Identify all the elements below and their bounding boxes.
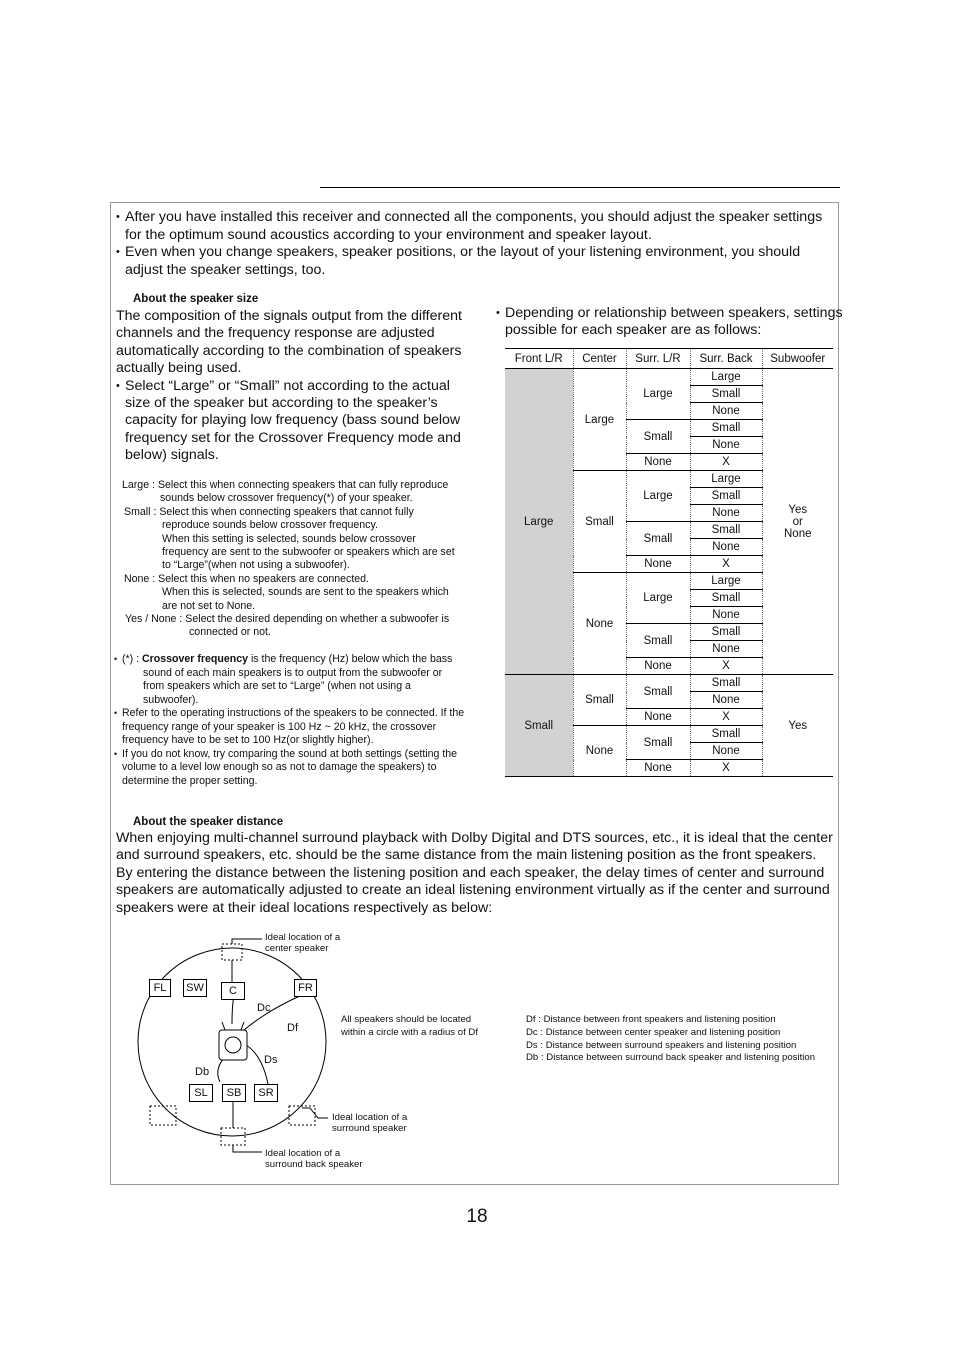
surr-cell: None xyxy=(626,454,690,471)
back-cell: None xyxy=(690,505,762,522)
back-cell: Small xyxy=(690,675,762,692)
ideal-surround-left-box xyxy=(150,1106,176,1125)
intro-bullet: • Even when you change speakers, speaker positions, or the layout of your listening environment, you should adjust the speaker settings, too. xyxy=(116,244,836,279)
center-cell: Small xyxy=(573,471,626,573)
def-small: Small : Select this when connecting speakers that cannot fully xyxy=(124,505,414,518)
note-crossover-cont: sound of each main speakers is to output from the subwoofer or xyxy=(143,666,443,679)
speaker-size-bullet: • Select “Large” or “Small” not according to the actual size of the speaker but according to the speaker’s capacity for playing low frequency (bass sound below frequency set for the Crossover Frequency mode and below) signals. xyxy=(116,378,478,465)
def-none-cont: When this is selected, sounds are sent to the speakers which xyxy=(162,586,449,599)
surr-cell: None xyxy=(626,658,690,675)
back-cell: None xyxy=(690,607,762,624)
surr-cell: Small xyxy=(626,624,690,658)
center-cell: Large xyxy=(573,369,626,471)
back-cell: None xyxy=(690,539,762,556)
distance-legend xyxy=(526,1014,815,1065)
surr-cell: None xyxy=(626,556,690,573)
col-header: Surr. Back xyxy=(690,349,762,369)
intro-bullet: • After you have installed this receiver and connected all the components, you should adjust the speaker settings for the optimum sound acoustics according to your environment and speaker layout. xyxy=(116,209,836,244)
legend-item: Db : Distance between surround back speaker and listening position xyxy=(526,1052,816,1064)
def-large-cont: sounds below crossover frequency(*) of your speaker. xyxy=(160,492,413,505)
note-crossover: • (*) : Crossover frequency is the frequency (Hz) below which the bass xyxy=(114,653,478,667)
listener-icon xyxy=(219,1030,247,1060)
label-db: Db xyxy=(195,1066,210,1078)
back-cell: None xyxy=(690,692,762,709)
back-cell: X xyxy=(690,658,762,675)
speaker-distance-paragraph: When enjoying multi-channel surround playback with Dolby Digital and DTS sources, etc., it is ideal that the center and surround speakers, etc. should be the same distance from the main listening position as the front speakers. By entering the distance between the listening position and each speaker, the delay times of center and surround speakers are automatically adjusted to create an ideal listening environment virtually as if the center and surround speakers were at their ideal locations respectively as below: xyxy=(116,830,833,916)
legend-item: Df : Distance between front speakers and listening position xyxy=(526,1014,776,1025)
legend-item: Dc : Distance between center speaker and listening position xyxy=(526,1026,781,1038)
back-cell: X xyxy=(690,709,762,726)
note-refer: • Refer to the operating instructions of the speakers to be connected. If the frequency range of your speaker is 100 Hz ~ 20 kHz, the crossover frequency have to be set to 100 Hz(or slightly higher). xyxy=(114,707,478,748)
label-ds: Ds xyxy=(264,1054,278,1066)
sub-cell: Yes xyxy=(762,675,833,777)
callout-back-line xyxy=(233,1145,262,1152)
def-yes-none: Yes / None : Select the desired depending on whether a subwoofer is xyxy=(125,613,450,626)
back-cell: Large xyxy=(690,471,762,488)
def-small-cont: reproduce sounds below crossover frequency. xyxy=(162,519,378,532)
col-header: Front L/R xyxy=(505,349,573,369)
speaker-c: C xyxy=(221,982,245,1000)
surr-cell: Small xyxy=(626,675,690,709)
callout-center: Ideal location of a center speaker xyxy=(265,932,341,954)
surr-cell: Small xyxy=(626,726,690,760)
ideal-center-box xyxy=(222,944,242,960)
speaker-fr: FR xyxy=(294,979,317,997)
def-small-cont: When this setting is selected, sounds below crossover xyxy=(162,532,416,545)
back-cell: X xyxy=(690,454,762,471)
back-cell: Small xyxy=(690,590,762,607)
back-cell: Large xyxy=(690,573,762,590)
surr-cell: None xyxy=(626,760,690,777)
surr-cell: Small xyxy=(626,522,690,556)
speaker-sr: SR xyxy=(254,1084,278,1102)
callout-back: Ideal location of a surround back speaker xyxy=(265,1148,363,1170)
ideal-back-box xyxy=(221,1128,245,1145)
speaker-sb: SB xyxy=(222,1084,246,1102)
speaker-sl: SL xyxy=(189,1084,213,1102)
sub-cell: Yes or None xyxy=(762,369,833,675)
surr-cell: None xyxy=(626,709,690,726)
center-cell: None xyxy=(573,726,626,777)
legend-item: Ds : Distance between surround speakers and listening position xyxy=(526,1039,797,1051)
center-cell: Small xyxy=(573,675,626,726)
def-none: None : Select this when no speakers are connected. xyxy=(124,572,369,585)
table-intro: • Depending or relationship between speakers, settings possible for each speaker are as follows: xyxy=(496,305,845,340)
surr-cell: Large xyxy=(626,471,690,522)
surr-cell: Large xyxy=(626,573,690,624)
def-small-cont: frequency are sent to the subwoofer or speakers which are set xyxy=(162,546,455,559)
note-crossover-cont: from speakers which are set to “Large” (when not using a xyxy=(143,680,411,692)
speaker-size-paragraph: The composition of the signals output from the different channels and the frequency response are adjusted automatically according to the combination of speakers actually being used. xyxy=(116,308,462,377)
callout-surround: Ideal location of a surround speaker xyxy=(332,1112,408,1134)
speaker-size-heading: About the speaker size xyxy=(133,293,259,305)
speaker-fl: FL xyxy=(149,979,171,997)
speaker-distance-heading: About the speaker distance xyxy=(133,816,284,828)
back-cell: Large xyxy=(690,369,762,386)
back-cell: Small xyxy=(690,624,762,641)
back-cell: None xyxy=(690,743,762,760)
surr-cell: Small xyxy=(626,420,690,454)
back-cell: None xyxy=(690,403,762,420)
page-number: 18 xyxy=(466,1206,488,1227)
front-cell: Small xyxy=(505,675,573,777)
label-df: Df xyxy=(287,1022,298,1034)
back-cell: X xyxy=(690,556,762,573)
col-header: Surr. L/R xyxy=(626,349,690,369)
back-cell: Small xyxy=(690,726,762,743)
col-header: Subwoofer xyxy=(762,349,833,369)
speaker-sw: SW xyxy=(183,979,207,997)
circle-note: All speakers should be located within a circle with a radius of Df xyxy=(341,1014,479,1038)
note-crossover-cont: subwoofer). xyxy=(143,693,199,706)
def-small-cont: to “Large”(when not using a subwoofer). xyxy=(162,559,350,572)
back-cell: None xyxy=(690,437,762,454)
front-cell: Large xyxy=(505,369,573,675)
def-none-cont: are not set to None. xyxy=(162,599,256,612)
callout-center-line xyxy=(232,939,262,944)
back-cell: Small xyxy=(690,488,762,505)
back-cell: Small xyxy=(690,386,762,403)
back-cell: X xyxy=(690,760,762,777)
def-yes-none-cont: connected or not. xyxy=(189,626,271,639)
dc-line xyxy=(232,996,234,1024)
note-compare: • If you do not know, try comparing the sound at both settings (setting the volume to a level low enough so as not to damage the speakers) to determine the proper setting. xyxy=(114,748,478,789)
surr-cell: Large xyxy=(626,369,690,420)
label-dc: Dc xyxy=(257,1002,271,1014)
back-cell: Small xyxy=(690,522,762,539)
db-line xyxy=(218,1058,224,1082)
back-cell: Small xyxy=(690,420,762,437)
center-cell: None xyxy=(573,573,626,675)
def-large: Large : Select this when connecting speakers that can fully reproduce xyxy=(122,479,449,491)
back-cell: None xyxy=(690,641,762,658)
col-header: Center xyxy=(573,349,626,369)
